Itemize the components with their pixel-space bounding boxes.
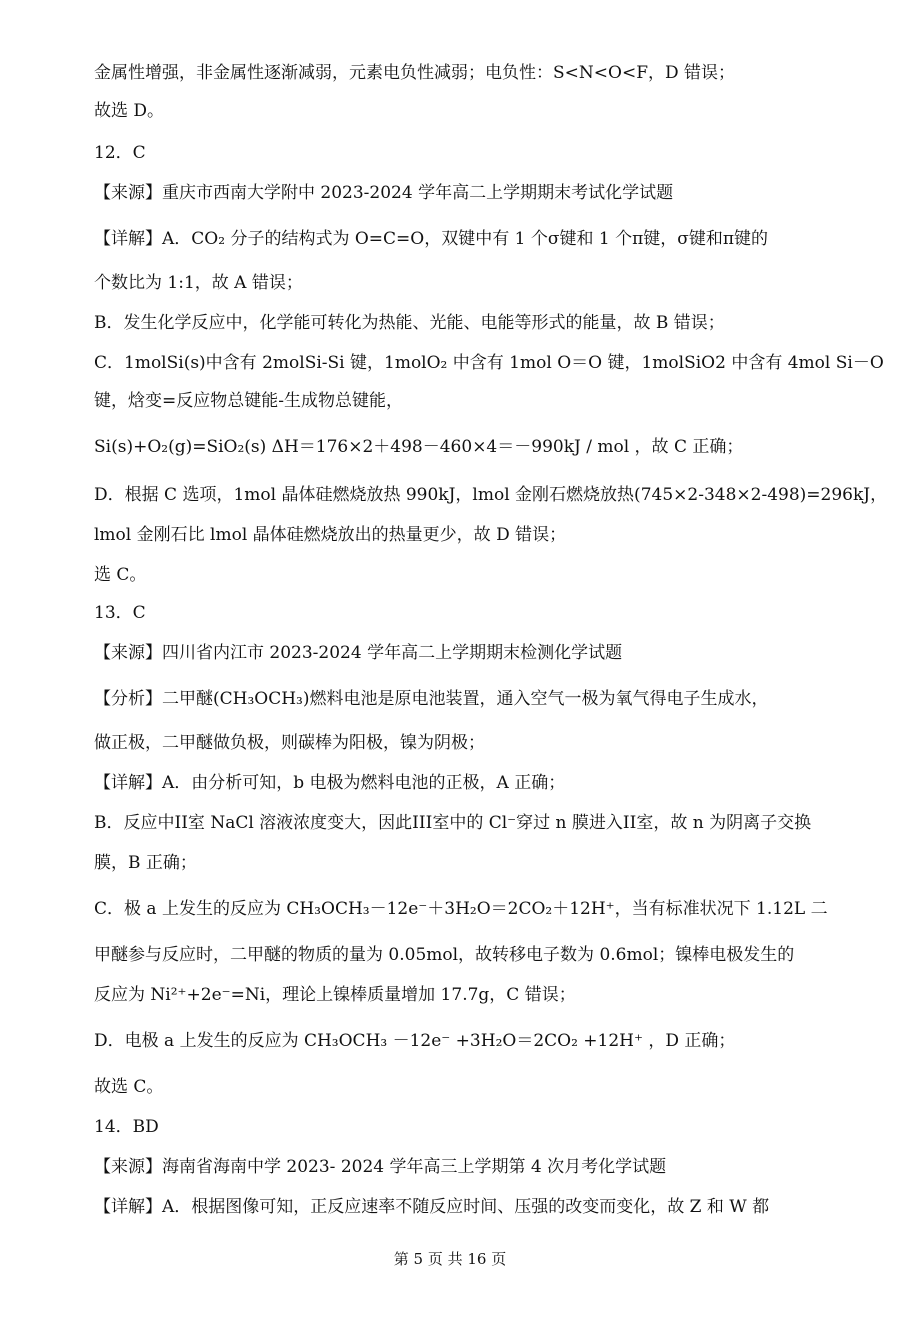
text-line: 甲醚参与反应时，二甲醚的物质的量为 0.05mol，故转移电子数为 0.6mol；镍棒电极发生的 [94,945,795,965]
text-line: 反应为 Ni²⁺+2e⁻=Ni，理论上镍棒质量增加 17.7g，C 错误； [94,985,576,1005]
text-line: B．发生化学反应中，化学能可转化为热能、光能、电能等形式的能量，故 B 错误； [94,313,725,333]
text-line: D．电极 a 上发生的反应为 CH₃OCH₃ －12e⁻ +3H₂O＝2CO₂ +12H⁺ ，D 正确； [94,1031,736,1051]
source-line: 【来源】重庆市西南大学附中 2023-2024 学年高二上学期期末考试化学试题 [94,183,674,203]
text-line: 故选 C。 [94,1077,164,1097]
text-line: 【详解】A．根据图像可知，正反应速率不随反应时间、压强的改变而变化，故 Z 和 W 都 [94,1197,770,1217]
text-line: D．根据 C 选项，1mol 晶体硅燃烧放热 990kJ，lmol 金刚石燃烧放热(745×2-348×2-498)=296kJ， [94,485,888,505]
source-line: 【来源】四川省内江市 2023-2024 学年高二上学期期末检测化学试题 [94,643,623,663]
text-line: 【详解】A．CO₂ 分子的结构式为 O=C=O，双键中有 1 个σ键和 1 个π键，σ键和π键的 [94,229,769,249]
question-number: 14．BD [94,1117,159,1137]
text-line: lmol 金刚石比 lmol 晶体硅燃烧放出的热量更少，故 D 错误； [94,525,567,545]
source-line: 【来源】海南省海南中学 2023- 2024 学年高三上学期第 4 次月考化学试题 [94,1157,667,1177]
text-line: C．极 a 上发生的反应为 CH₃OCH₃－12e⁻＋3H₂O＝2CO₂＋12H⁺，当有标准状况下 1.12L 二 [94,899,828,919]
question-number: 12．C [94,143,146,163]
text-line: 【分析】二甲醚(CH₃OCH₃)燃料电池是原电池装置，通入空气一极为氧气得电子生成水， [94,689,769,709]
text-line: 选 C。 [94,565,147,585]
text-line: 故选 D。 [94,101,165,121]
text-line: B．反应中II室 NaCl 溶液浓度变大，因此III室中的 Cl⁻穿过 n 膜进入II室，故 n 为阴离子交换 [94,813,812,833]
question-number: 13．C [94,603,146,623]
page-footer: 第 5 页 共 16 页 [393,1250,507,1268]
text-line: 【详解】A．由分析可知，b 电极为燃料电池的正极，A 正确； [94,773,566,793]
text-line: 键，焓变=反应物总键能-生成物总键能， [94,391,403,411]
text-line: 做正极，二甲醚做负极，则碳棒为阳极，镍为阴极； [94,733,485,753]
text-line: 个数比为 1:1，故 A 错误； [94,273,303,293]
equation-line: Si(s)+O₂(g)=SiO₂(s) ΔH＝176×2＋498－460×4＝－990kJ / mol ，故 C 正确； [94,437,744,457]
text-line: 金属性增强，非金属性逐渐减弱，元素电负性减弱；电负性：S<N<O<F，D 错误； [94,63,736,83]
text-line: 膜，B 正确； [94,853,197,873]
text-line: C．1molSi(s)中含有 2molSi-Si 键，1molO₂ 中含有 1mol O＝O 键，1molSiO2 中含有 4mol Si－O [94,353,884,373]
